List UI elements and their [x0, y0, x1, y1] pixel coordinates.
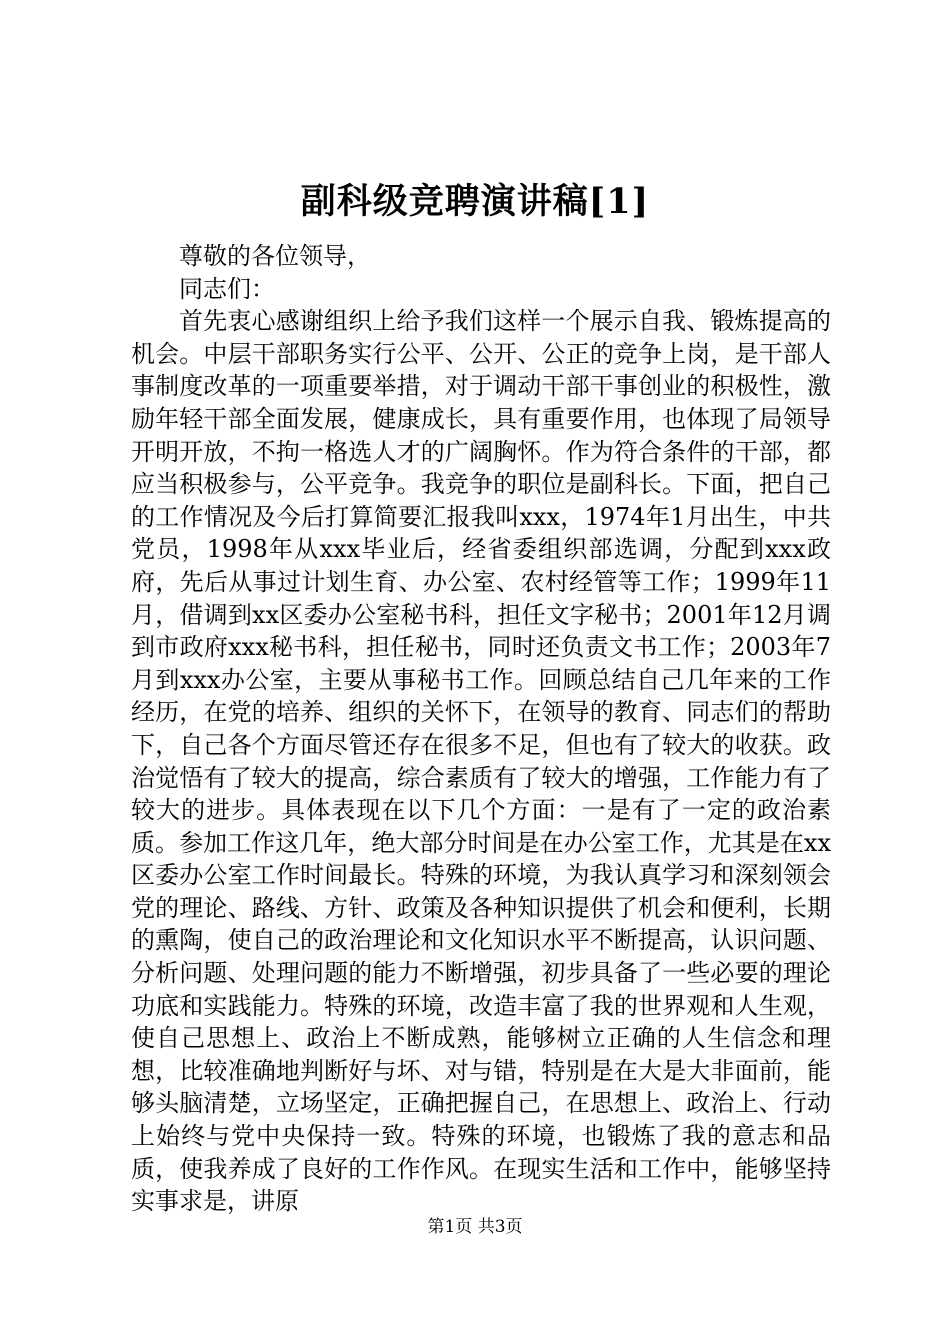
- salutation-line-1: 尊敬的各位领导，: [179, 242, 371, 270]
- body-paragraph: 首先衷心感谢组织上给予我们这样一个展示自我、锻炼提高的机会。中层干部职务实行公平、公开、公正的竞争上岗，是干部人事制度改革的一项重要举措，对于调动干部干事创业的积极性，激励年轻干部全面发展，健康成长，具有重要作用，也体现了局领导开明开放，不拘一格选人才的广阔胸怀。作为符合条件的干部，都应当积极参与，公平竞争。我竞争的职位是副科长。下面，把自己的工作情况及今后打算简要汇报我叫xxx，1974年1月出生，中共党员，1998年从xxx毕业后，经省委组织部选调，分配到xxx政府，先后从事过计划生育、办公室、农村经管等工作；1999年11月，借调到xx区委办公室秘书科，担任文字秘书；2001年12月调到市政府xxx秘书科，担任秘书，同时还负责文书工作；2003年7月到xxx办公室，主要从事秘书工作。回顾总结自己几年来的工作经历，在党的培养、组织的关怀下，在领导的教育、同志们的帮助下，自己各个方面尽管还存在很多不足，但也有了较大的收获。政治觉悟有了较大的提高，综合素质有了较大的增强，工作能力有了较大的进步。具体表现在以下几个方面：一是有了一定的政治素质。参加工作这几年，绝大部分时间是在办公室工作，尤其是在xx区委办公室工作时间最长。特殊的环境，为我认真学习和深刻领会党的理论、路线、方针、政策及各种知识提供了机会和便利，长期的熏陶，使自己的政治理论和文化知识水平不断提高，认识问题、分析问题、处理问题的能力不断增强，初步具备了一些必要的理论功底和实践能力。特殊的环境，改造丰富了我的世界观和人生观，使自己思想上、政治上不断成熟，能够树立正确的人生信念和理想，比较准确地判断好与坏、对与错，特别是在大是大非面前，能够头脑清楚，立场坚定，正确把握自己，在思想上、政治上、行动上始终与党中央保持一致。特殊的环境，也锻炼了我的意志和品质，使我养成了良好的工作作风。在现实生活和工作中，能够坚持实事求是，讲原: [131, 307, 831, 1216]
- page-number: 第1页 共3页: [427, 1217, 523, 1237]
- salutation-line-2: 同志们：: [179, 274, 275, 303]
- document-title: 副科级竞聘演讲稿[1]: [300, 181, 650, 222]
- document-body: [131, 240, 831, 1218]
